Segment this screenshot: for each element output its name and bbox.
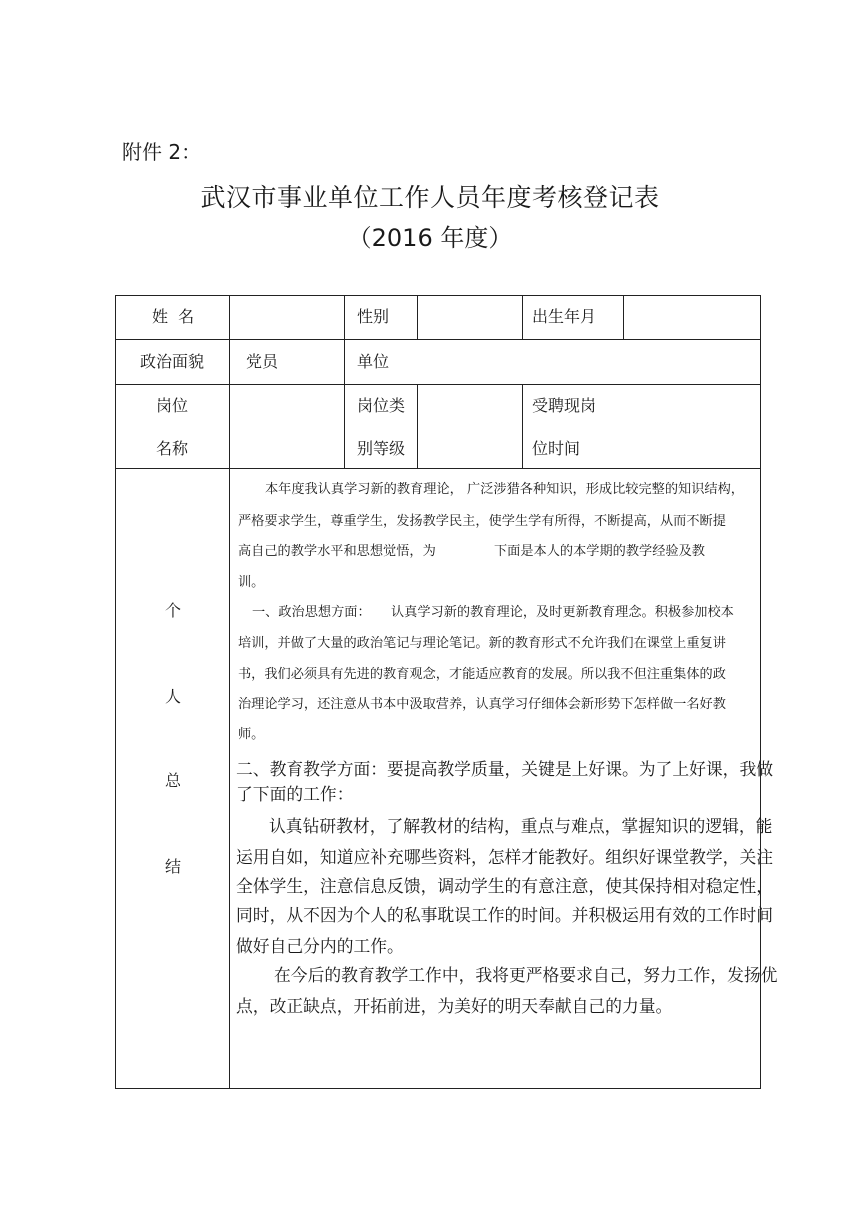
- summary-line: 高自己的教学水平和思想觉悟，为: [238, 544, 436, 559]
- summary-label-char: 总: [165, 771, 182, 790]
- summary-line: 治理论学习，还注意从书本中汲取营养，认真学习仔细体会新形势下怎样做一名好教: [238, 697, 726, 712]
- summary-line: 本年度我认真学习新的教育理论， 广泛涉猎各种知识，形成比较完整的知识结构，: [265, 482, 744, 497]
- summary-line: 训。: [238, 575, 265, 590]
- unit-label: 单位: [357, 352, 390, 371]
- summary-line: 了下面的工作：: [236, 784, 354, 804]
- column-divider: [417, 296, 418, 339]
- summary-line: 严格要求学生，尊重学生，发扬教学民主，使学生学有所得，不断提高，从而不断提: [238, 514, 726, 529]
- summary-line: 全体学生，注意信息反馈，调动学生的有意注意，使其保持相对稳定性，: [236, 876, 774, 896]
- summary-line: 运用自如，知道应补充哪些资料，怎样才能教好。组织好课堂教学，关注: [236, 847, 774, 867]
- gender-value[interactable]: [422, 302, 517, 332]
- attachment-label: 附件 2：: [122, 140, 202, 164]
- name-label: 姓 名: [152, 307, 195, 326]
- summary-line: 师。: [238, 727, 265, 742]
- summary-line: 认真学习新的教育理论，及时更新教育理念。积极参加校本: [391, 605, 734, 620]
- political-status-value[interactable]: 党员: [246, 352, 279, 371]
- post-type-label: 岗位类: [357, 396, 406, 415]
- name-value[interactable]: [236, 302, 336, 332]
- column-divider: [229, 296, 230, 1088]
- column-divider: [417, 384, 418, 468]
- row-divider: [116, 468, 760, 469]
- form-title: 武汉市事业单位工作人员年度考核登记表: [200, 183, 660, 212]
- birth-label: 出生年月: [532, 307, 597, 326]
- summary-line: 同时，从不因为个人的私事耽误工作的时间。并积极运用有效的工作时间: [236, 905, 774, 925]
- column-divider: [344, 296, 345, 468]
- hire-time-label: 受聘现岗: [532, 396, 597, 415]
- summary-line: 下面是本人的本学期的教学经验及教: [494, 544, 705, 559]
- summary-label-char: 结: [165, 857, 182, 876]
- post-name-label: 名称: [156, 439, 189, 458]
- unit-value[interactable]: [422, 347, 752, 377]
- summary-label-char: 人: [165, 687, 182, 706]
- assessment-form-table: [115, 295, 778, 1089]
- gender-label: 性别: [357, 307, 390, 326]
- row-divider: [116, 339, 760, 340]
- summary-line: 点，改正缺点，开拓前进，为美好的明天奉献自己的力量。: [236, 996, 673, 1016]
- summary-line: 二、教育教学方面：要提高教学质量，关键是上好课。为了上好课，我做: [236, 759, 774, 779]
- column-divider: [623, 296, 624, 339]
- form-year: （2016 年度）: [347, 224, 513, 252]
- row-divider: [116, 384, 760, 385]
- summary-line: 培训，并做了大量的政治笔记与理论笔记。新的教育形式不允许我们在课堂上重复讲: [238, 636, 726, 651]
- summary-label-char: 个: [165, 601, 182, 620]
- political-status-label: 政治面貌: [140, 352, 205, 371]
- summary-line: 在今后的教育教学工作中，我将更严格要求自己，努力工作，发扬优: [274, 965, 778, 985]
- post-name-value[interactable]: [236, 392, 336, 462]
- column-divider: [522, 384, 523, 468]
- hire-time-label: 位时间: [532, 439, 581, 458]
- summary-line: 认真钻研教材，了解教材的结构，重点与难点，掌握知识的逻辑，能: [269, 816, 773, 836]
- summary-line: 书，我们必须具有先进的教育观念，才能适应教育的发展。所以我不但注重集体的政: [238, 667, 726, 682]
- column-divider: [522, 296, 523, 339]
- post-type-value[interactable]: [422, 392, 517, 462]
- birth-value[interactable]: [628, 302, 753, 332]
- post-name-label: 岗位: [156, 396, 189, 415]
- summary-line: 做好自己分内的工作。: [236, 936, 404, 956]
- summary-line: 一、政治思想方面：: [252, 605, 371, 620]
- post-type-label: 别等级: [357, 439, 406, 458]
